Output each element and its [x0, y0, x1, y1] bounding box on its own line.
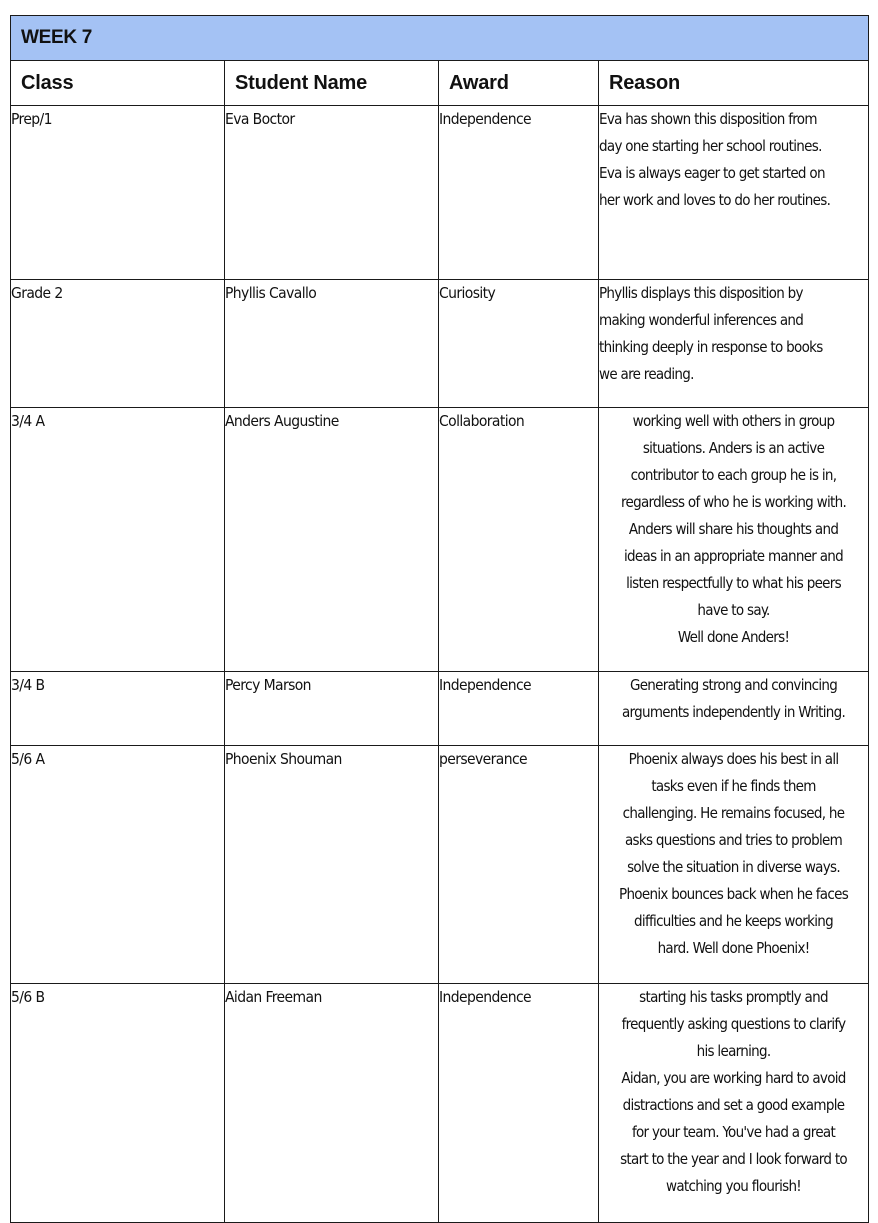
reason-line: Phyllis displays this disposition by — [599, 284, 803, 302]
table-row — [11, 106, 869, 280]
award-cell: perseverance — [439, 746, 599, 984]
reason-cell — [599, 746, 869, 984]
award-cell: Independence — [439, 672, 599, 746]
reason-line: asks questions and tries to problem — [624, 831, 843, 849]
reason-line: working well with others in group — [632, 412, 835, 430]
week-title: WEEK 7 — [11, 16, 869, 61]
reason-line: his learning. — [696, 1042, 771, 1060]
reason-line: Anders will share his thoughts and — [628, 520, 839, 538]
table-row — [11, 408, 869, 672]
reason-line: we are reading. — [599, 365, 694, 383]
reason-cell — [599, 984, 869, 1223]
column-header-award: Award — [439, 61, 599, 106]
reason-line: her work and loves to do her routines. — [599, 191, 831, 209]
column-header-reason: Reason — [599, 61, 869, 106]
reason-line: start to the year and I look forward to — [620, 1150, 847, 1168]
reason-line: thinking deeply in response to books — [599, 338, 823, 356]
reason-line: Aidan, you are working hard to avoid — [621, 1069, 846, 1087]
class-cell: 5/6 A — [11, 746, 225, 984]
award-cell: Collaboration — [439, 408, 599, 672]
reason-line: watching you flourish! — [666, 1177, 802, 1195]
reason-line: Phoenix bounces back when he faces — [619, 885, 849, 903]
student-name-cell: Phoenix Shouman — [225, 746, 439, 984]
reason-line: solve the situation in diverse ways. — [627, 858, 840, 876]
table-row — [11, 672, 869, 746]
reason-cell — [599, 408, 869, 672]
table-row — [11, 280, 869, 408]
reason-line: making wonderful inferences and — [599, 311, 804, 329]
reason-line: for your team. You've had a great — [631, 1123, 836, 1141]
reason-line: frequently asking questions to clarify — [621, 1015, 846, 1033]
class-cell: 3/4 B — [11, 672, 225, 746]
table-row — [11, 984, 869, 1223]
class-cell: 3/4 A — [11, 408, 225, 672]
class-cell: Grade 2 — [11, 280, 225, 408]
student-name-cell: Aidan Freeman — [225, 984, 439, 1223]
class-cell: 5/6 B — [11, 984, 225, 1223]
week-header-row — [11, 16, 869, 61]
award-cell: Independence — [439, 984, 599, 1223]
student-name-cell: Phyllis Cavallo — [225, 280, 439, 408]
reason-cell — [599, 672, 869, 746]
reason-line: starting his tasks promptly and — [639, 988, 828, 1006]
reason-line: tasks even if he finds them — [651, 777, 816, 795]
award-cell: Curiosity — [439, 280, 599, 408]
student-name-cell: Eva Boctor — [225, 106, 439, 280]
reason-line: regardless of who he is working with. — [620, 493, 847, 511]
reason-line: Well done Anders! — [677, 628, 790, 646]
reason-line: have to say. — [697, 601, 770, 619]
column-header-student-name: Student Name — [225, 61, 439, 106]
student-name-cell: Anders Augustine — [225, 408, 439, 672]
award-cell: Independence — [439, 106, 599, 280]
reason-line: ideas in an appropriate manner and — [623, 547, 844, 565]
reason-line: arguments independently in Writing. — [621, 703, 846, 721]
reason-line: Eva is always eager to get started on — [599, 164, 825, 182]
reason-line: challenging. He remains focused, he — [622, 804, 845, 822]
reason-cell — [599, 106, 869, 280]
class-cell: Prep/1 — [11, 106, 225, 280]
reason-line: contributor to each group he is in, — [630, 466, 837, 484]
reason-line: Generating strong and convincing — [629, 676, 838, 694]
reason-line: listen respectfully to what his peers — [626, 574, 841, 592]
reason-line: distractions and set a good example — [622, 1096, 845, 1114]
awards-table — [10, 15, 869, 1223]
reason-line: situations. Anders is an active — [642, 439, 825, 457]
column-header-class: Class — [11, 61, 225, 106]
reason-line: hard. Well done Phoenix! — [657, 939, 810, 957]
table-row — [11, 746, 869, 984]
reason-line: difficulties and he keeps working — [634, 912, 834, 930]
reason-line: Eva has shown this disposition from — [599, 110, 817, 128]
reason-line: day one starting her school routines. — [599, 137, 822, 155]
reason-cell — [599, 280, 869, 408]
reason-line: Phoenix always does his best in all — [628, 750, 839, 768]
student-name-cell: Percy Marson — [225, 672, 439, 746]
column-header-row — [11, 61, 869, 106]
